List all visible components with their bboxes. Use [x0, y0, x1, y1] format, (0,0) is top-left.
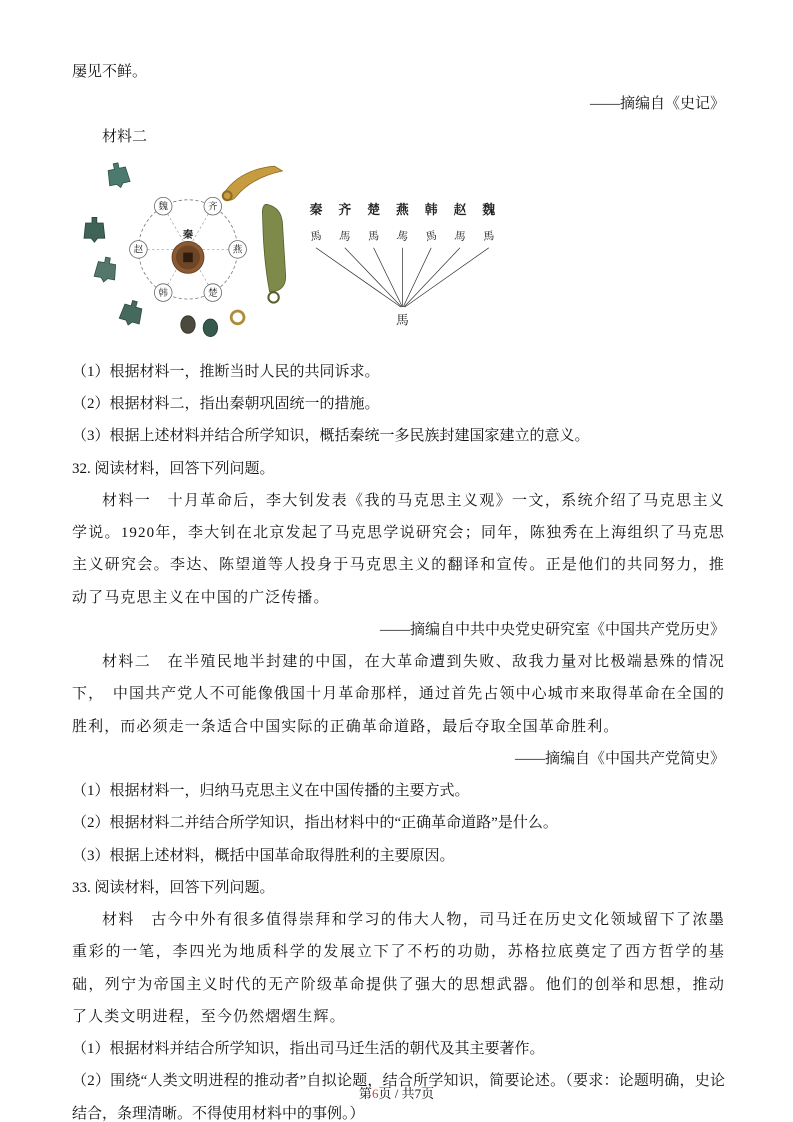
spade-coin-icon	[93, 256, 118, 284]
qin-unification-figure	[76, 155, 725, 352]
state-label: 齐	[208, 201, 218, 213]
carryover-text: 屡见不鲜。	[72, 64, 148, 80]
figure-svg	[76, 155, 508, 347]
script-unification-chart	[309, 202, 495, 327]
coin-circle-diagram	[84, 161, 286, 336]
bronze-mask-icon	[181, 316, 195, 334]
question-32-item-1: （1）根据材料一，归纳马克思主义在中国传播的主要方式。	[72, 783, 470, 799]
question-31-item-1: （1）根据材料一，推断当时人民的共同诉求。	[72, 363, 380, 380]
footer-prefix: 第	[358, 1086, 372, 1101]
question-32-material-1: 材料一 十月革命后，李大钊发表《我的马克思主义观》一文，系统介绍了马克思主义学说。1920年，李大钊在北京发起了马克思学说研究会；同年，陈独秀在上海组织了马克思主义研究会。李达、陈望道等人投身于马克思主义的翻译和宣传。正是他们的共同努力，推动了马克思主义在中国的广泛传播。	[72, 492, 725, 606]
chart-state-header: 齐	[338, 202, 352, 217]
ancient-script-glyph: 馬	[395, 229, 410, 244]
material2-label: 材料二	[102, 128, 148, 145]
ancient-script-glyph: 馬	[367, 230, 380, 244]
ancient-script-glyph: 馬	[424, 229, 439, 244]
question-33-material: 材料 古今中外有很多值得崇拜和学习的伟大人物，司马迁在历史文化领域留下了浓墨重彩的一笔，李四光为地质科学的发展立下了不朽的功勋，苏格拉底奠定了西方哲学的基础，列宁为帝国主义时代的无产阶级革命提供了强大的思想武器。他们的创举和思想，推动了人类文明进程，至今仍然熠熠生辉。	[72, 912, 725, 1025]
ancient-script-glyph: 馬	[453, 229, 467, 244]
ancient-script-glyph: 馬	[482, 229, 496, 244]
chart-state-header: 秦	[309, 202, 323, 217]
chart-state-header: 楚	[367, 202, 380, 217]
state-node	[130, 240, 148, 258]
question-32-item-3: （3）根据上述材料，概括中国革命取得胜利的主要原因。	[72, 847, 455, 864]
ring-coin-icon	[231, 311, 244, 324]
bronze-mask-icon	[203, 319, 217, 337]
converging-lines	[316, 248, 489, 307]
chart-state-header: 韩	[424, 202, 438, 217]
page-footer	[0, 1083, 793, 1102]
spade-coin-icon	[84, 217, 105, 242]
round-coin-icon	[172, 241, 204, 273]
center-state-label: 秦	[182, 229, 194, 241]
footer-current-page: 6	[371, 1086, 379, 1101]
state-label: 魏	[158, 201, 168, 213]
question-32-material-2: 材料二 在半殖民地半封建的中国，在大革命遭到失败、敌我力量对比极端悬殊的情况下， 中国共产党人不可能像俄国十月革命那样，通过首先占领中心城市来取得革命在全国的胜利，而必须走一条适合中国实际的正确革命道路，最后夺取全国革命胜利。	[72, 654, 725, 735]
question-33-stem: 33. 阅读材料，回答下列问题。	[72, 879, 275, 896]
footer-suffix: 页	[421, 1086, 435, 1101]
footer-total-pages: 7	[414, 1086, 422, 1101]
citation-shiji: ——摘编自《史记》	[589, 96, 725, 113]
state-label: 燕	[232, 244, 243, 256]
footer-mid: 页 / 共	[378, 1086, 415, 1101]
question-32-item-2: （2）根据材料二并结合所学知识，指出材料中的“正确革命道路”是什么。	[72, 815, 558, 832]
question-32-citation-2: ——摘编自《中国共产党简史》	[514, 750, 725, 767]
ancient-script-glyph: 馬	[338, 229, 352, 244]
question-32-citation-1: ——摘编自中共中央党史研究室《中国共产党历史》	[379, 621, 725, 638]
state-node	[204, 284, 222, 302]
chart-state-header: 燕	[396, 202, 409, 217]
state-node	[229, 240, 247, 258]
question-32-stem: 32. 阅读材料，回答下列问题。	[72, 460, 275, 477]
spade-coin-icon	[118, 298, 145, 328]
chart-state-header: 赵	[453, 202, 467, 217]
state-label: 赵	[133, 244, 144, 256]
knife-coin-icon	[262, 204, 285, 302]
state-label: 韩	[158, 287, 168, 299]
question-31-item-3: （3）根据上述材料并结合所学知识，概括秦统一多民族封建国家建立的意义。	[72, 428, 590, 445]
state-label: 楚	[208, 287, 218, 299]
state-node	[154, 284, 172, 302]
knife-coin-icon	[223, 166, 283, 200]
question-33-item-1: （1）根据材料并结合所学知识，指出司马迁生活的朝代及其主要著作。	[72, 1041, 545, 1057]
question-31-item-2: （2）根据材料二，指出秦朝巩固统一的措施。	[72, 396, 380, 412]
chart-state-header: 魏	[482, 202, 496, 217]
ancient-script-glyph: 馬	[309, 229, 323, 244]
spade-coin-icon	[105, 161, 131, 190]
state-node	[204, 197, 222, 215]
state-node	[154, 197, 172, 215]
question-33-item-2: （2）围绕“人类文明进程的推动者”自拟论题，结合所学知识，简要论述。（要求：论题明确，史论结合，条理清晰。不得使用材料中的事例。）	[72, 1073, 725, 1122]
unified-script-glyph: 馬	[396, 313, 409, 328]
